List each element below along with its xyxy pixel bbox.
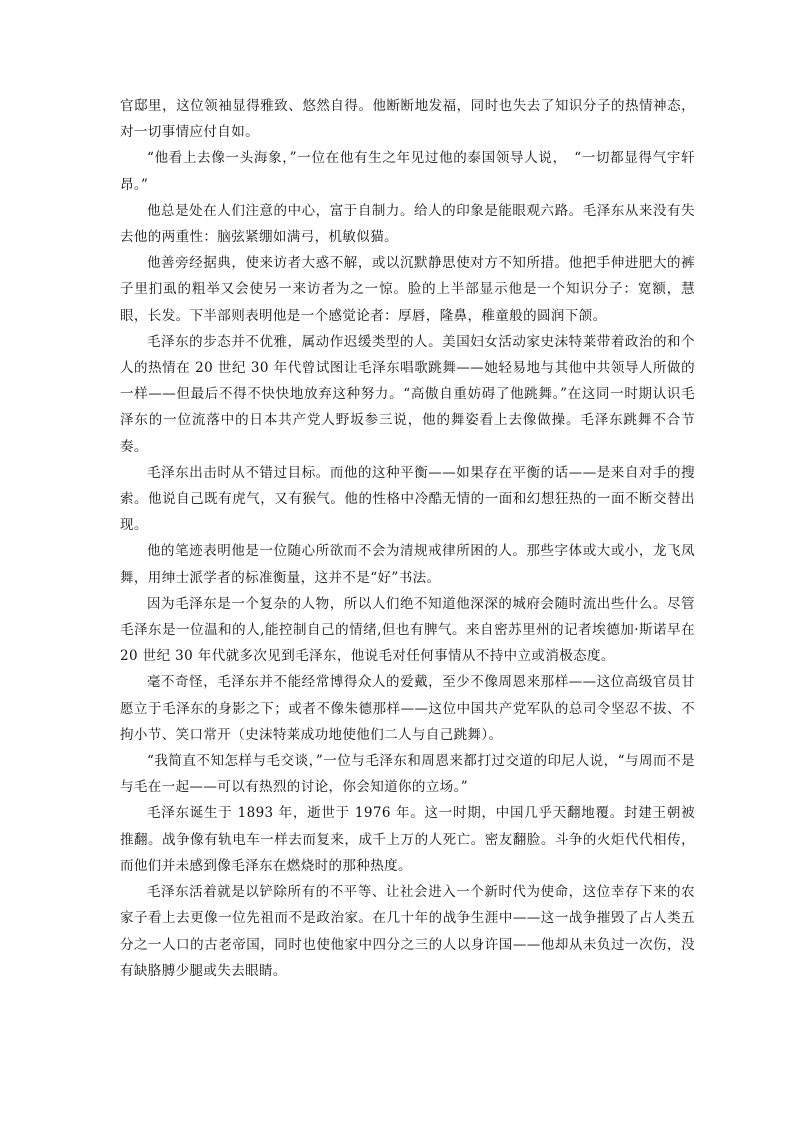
paragraph: “他看上去像一头海象，”一位在他有生之年见过他的泰国领导人说， “一切都显得气宇轩昂。”: [120, 150, 695, 193]
paragraph: 官邸里，这位领袖显得雅致、悠然自得。他断断地发福，同时也失去了知识分子的热情神态，对一切事情应付自如。: [120, 98, 695, 141]
paragraph: 他善旁经据典，使来访者大惑不解，或以沉默静思使对方不知所措。他把手伸进肥大的裤子里扪虱的粗举又会使另一来访者为之一惊。脸的上半部显示他是一个知识分子：宽额，慧眼，长发。下半部则表明他是一个感觉论者：厚唇，隆鼻，稚童般的圆润下颌。: [120, 255, 695, 324]
paragraph: 毫不奇怪，毛泽东并不能经常博得众人的爱戴，至少不像周恩来那样——这位高级官员甘愿立于毛泽东的身影之下；或者不像朱德那样——这位中国共产党军队的总司令坚忍不拔、不拘小节、笑口常开（史沫特莱成功地使他们二人与自己跳舞）。: [120, 674, 695, 743]
paragraph: 毛泽东的步态并不优雅，属动作迟缓类型的人。美国妇女活动家史沫特莱带着政治的和个人的热情在 20 世纪 30 年代曾试图让毛泽东唱歌跳舞——她轻易地与其他中共领导人所做的一样——但最后不得不快快地放弃这种努力。“高傲自重妨碍了他跳舞。”在这同一时期认识毛泽东的一位流落中的日本共产党人野坂参三说，他的舞姿看上去像做操。毛泽东跳舞不合节奏。: [120, 333, 695, 455]
paragraph: 毛泽东诞生于 1893 年，逝世于 1976 年。这一时期，中国几乎天翻地覆。封建王朝被推翻。战争像有轨电车一样去而复来，成千上万的人死亡。密友翻脸。斗争的火炬代代相传，而他们并未感到像毛泽东在燃烧时的那种热度。: [120, 805, 695, 874]
paragraph: “我简直不知怎样与毛交谈，”一位与毛泽东和周恩来都打过交道的印尼人说，“与周而不是与毛在一起——可以有热烈的讨论，你会知道你的立场。”: [120, 753, 695, 796]
paragraph: 毛泽东出击时从不错过目标。而他的这种平衡——如果存在平衡的话——是来自对手的搜索。他说自己既有虎气，又有猴气。他的性格中冷酷无情的一面和幻想狂热的一面不断交替出现。: [120, 464, 695, 534]
paragraph: 毛泽东活着就是以铲除所有的不平等、让社会进入一个新时代为使命，这位幸存下来的农家子看上去更像一位先祖而不是政治家。在几十年的战争生涯中——这一战争摧毁了占人类五分之一人口的古老帝国，同时也使他家中四分之三的人以身许国——他却从未负过一次伤，没有缺胳膊少腿或失去眼睛。: [120, 884, 695, 979]
paragraph: 他总是处在人们注意的中心，富于自制力。给人的印象是能眼观六路。毛泽东从来没有失去他的两重性：脑弦紧绷如满弓，机敏似猫。: [120, 202, 695, 246]
paragraph: 因为毛泽东是一个复杂的人物，所以人们绝不知道他深深的城府会随时流出些什么。尽管毛泽东是一位温和的人,能控制自己的情绪,但也有脾气。来自密苏里州的记者埃德加·斯诺早在 20 世纪 30 年代就多次见到毛泽东，他说毛对任何事情从不持中立或消极态度。: [120, 595, 695, 665]
article-body: [120, 93, 695, 984]
paragraph: 他的笔迹表明他是一位随心所欲而不会为清规戒律所困的人。那些字体或大或小，龙飞凤舞，用绅士派学者的标准衡量，这并不是“好”书法。: [120, 543, 695, 586]
